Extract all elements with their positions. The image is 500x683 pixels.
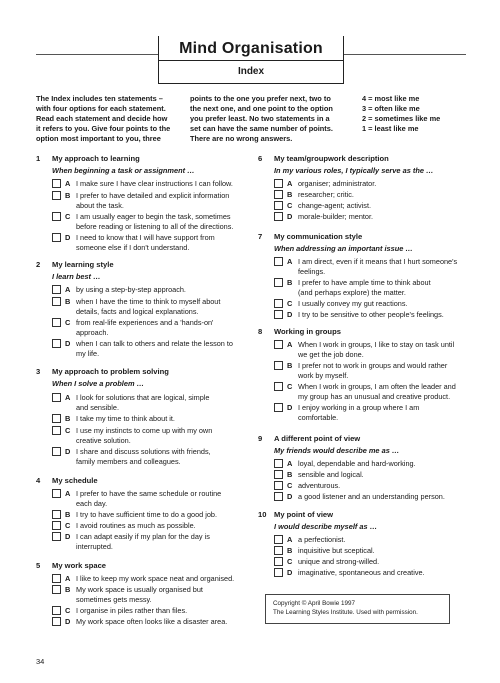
section-prompt: When addressing an important issue … xyxy=(274,244,413,253)
section-title: My schedule xyxy=(52,476,98,485)
option-text xyxy=(298,212,373,222)
option-letter: D xyxy=(65,447,71,456)
intro-line: Read each statement and decide how xyxy=(36,114,168,123)
section-title: My communication style xyxy=(274,232,363,241)
option-line: I prefer to have the same schedule or routine xyxy=(76,489,222,498)
answer-checkbox[interactable] xyxy=(274,568,283,577)
option-letter: C xyxy=(65,318,71,327)
intro-line: you prefer least. No two statements in a xyxy=(190,114,330,123)
option-line: I usually convey my gut reactions. xyxy=(298,299,408,308)
option-line: change-agent; activist. xyxy=(298,201,372,210)
option-letter: C xyxy=(287,557,293,566)
option-line: sensible and logical. xyxy=(298,470,364,479)
option-text xyxy=(76,233,215,253)
section-prompt: In my various roles, I typically serve as the … xyxy=(274,166,434,175)
option-line: morale-builder; mentor. xyxy=(298,212,374,221)
option-line: inquisitive but sceptical. xyxy=(298,546,375,555)
intro-line: set can have the same number of points. xyxy=(190,124,333,133)
option-line: unique and strong-willed. xyxy=(298,557,380,566)
answer-checkbox[interactable] xyxy=(52,510,61,519)
option-letter: B xyxy=(287,546,293,555)
answer-checkbox[interactable] xyxy=(274,310,283,319)
header-rule-left xyxy=(36,54,158,55)
section-title: My approach to problem solving xyxy=(52,367,169,376)
option-line: by using a step-by-step approach. xyxy=(76,285,186,294)
option-line: I share and discuss solutions with friends, xyxy=(76,447,211,456)
option-letter: C xyxy=(65,426,71,435)
answer-checkbox[interactable] xyxy=(52,191,61,200)
option-line: I prefer not to work in groups and would rather xyxy=(298,361,448,370)
option-letter: D xyxy=(65,617,71,626)
option-line: I prefer to have ample time to think about xyxy=(298,278,431,287)
answer-checkbox[interactable] xyxy=(274,212,283,221)
option-line: each day. xyxy=(76,499,108,508)
intro-line: points to the one you prefer next, two to xyxy=(190,94,331,103)
option-text xyxy=(298,403,419,423)
option-text xyxy=(76,426,212,446)
option-letter: B xyxy=(287,278,293,287)
answer-checkbox[interactable] xyxy=(274,546,283,555)
answer-checkbox[interactable] xyxy=(274,535,283,544)
option-text xyxy=(76,179,233,189)
option-letter: A xyxy=(65,489,71,498)
option-line: work by myself. xyxy=(298,371,349,380)
answer-checkbox[interactable] xyxy=(274,361,283,370)
answer-checkbox[interactable] xyxy=(274,557,283,566)
option-text xyxy=(76,532,210,552)
option-line: organiser; administrator. xyxy=(298,179,377,188)
answer-checkbox[interactable] xyxy=(52,574,61,583)
option-text xyxy=(298,568,425,578)
option-letter: B xyxy=(287,361,293,370)
option-line: When I work in groups, I am often the leader and xyxy=(298,382,456,391)
option-text xyxy=(298,278,431,298)
option-line: when I have the time to think to myself about xyxy=(76,297,221,306)
option-text xyxy=(76,393,209,413)
option-letter: B xyxy=(65,191,71,200)
option-letter: A xyxy=(65,285,71,294)
option-letter: D xyxy=(65,233,71,242)
answer-checkbox[interactable] xyxy=(274,382,283,391)
option-text xyxy=(298,179,376,189)
option-line: adventurous. xyxy=(298,481,341,490)
option-text xyxy=(76,318,213,338)
option-letter: C xyxy=(65,606,71,615)
option-text xyxy=(76,191,229,211)
answer-checkbox[interactable] xyxy=(274,459,283,468)
answer-checkbox[interactable] xyxy=(52,606,61,615)
option-text xyxy=(298,459,416,469)
option-line: my group has an unusual and creative product. xyxy=(298,392,451,401)
option-line: My work space is usually organised but xyxy=(76,585,203,594)
answer-checkbox[interactable] xyxy=(52,318,61,327)
option-letter: B xyxy=(65,297,71,306)
option-text xyxy=(76,285,186,295)
option-letter: B xyxy=(287,470,293,479)
option-letter: A xyxy=(287,535,293,544)
option-letter: A xyxy=(287,340,293,349)
option-line: imaginative, spontaneous and creative. xyxy=(298,568,425,577)
option-text xyxy=(298,310,444,320)
option-text xyxy=(298,361,447,381)
option-text xyxy=(76,489,221,509)
scale-line: 1 = least like me xyxy=(362,124,419,133)
option-line: family members and colleagues. xyxy=(76,457,181,466)
section-prompt: My friends would describe me as … xyxy=(274,446,400,455)
section-prompt: When I solve a problem … xyxy=(52,379,144,388)
intro-col-3 xyxy=(362,94,440,134)
section-number: 4 xyxy=(36,476,41,485)
option-text xyxy=(76,617,227,627)
option-line: I can adapt easily if my plan for the day is xyxy=(76,532,210,541)
answer-checkbox[interactable] xyxy=(52,297,61,306)
option-line: I try to be sensitive to other people's feelings. xyxy=(298,310,444,319)
answer-checkbox[interactable] xyxy=(52,393,61,402)
section-number: 9 xyxy=(258,434,263,443)
option-line: My work space often looks like a disaster area. xyxy=(76,617,228,626)
option-letter: D xyxy=(287,310,293,319)
option-line: when I can talk to others and relate the lesson to xyxy=(76,339,233,348)
intro-line: option most important to you, three xyxy=(36,134,161,143)
copyright-line: The Learning Styles Institute. Used with permission. xyxy=(273,609,418,616)
section-title: My point of view xyxy=(274,510,334,519)
intro-col-2 xyxy=(190,94,333,144)
option-line: (and perhaps explore) the matter. xyxy=(298,288,406,297)
option-text xyxy=(298,382,456,402)
option-text xyxy=(298,481,340,491)
answer-checkbox[interactable] xyxy=(52,617,61,626)
option-line: my life. xyxy=(76,349,100,358)
option-text xyxy=(76,510,217,520)
answer-checkbox[interactable] xyxy=(52,532,61,541)
option-text xyxy=(76,585,203,605)
option-line: I look for solutions that are logical, simple xyxy=(76,393,210,402)
option-text xyxy=(298,340,454,360)
option-letter: A xyxy=(65,393,71,402)
option-text xyxy=(76,521,196,531)
section-prompt: I learn best … xyxy=(52,272,101,281)
option-line: loyal, dependable and hard-working. xyxy=(298,459,416,468)
answer-checkbox[interactable] xyxy=(274,299,283,308)
scale-line: 3 = often like me xyxy=(362,104,420,113)
option-line: I am direct, even if it means that I hurt someone's xyxy=(298,257,458,266)
answer-checkbox[interactable] xyxy=(274,403,283,412)
option-text xyxy=(298,557,379,567)
answer-checkbox[interactable] xyxy=(52,414,61,423)
section-number: 8 xyxy=(258,327,263,336)
answer-checkbox[interactable] xyxy=(52,339,61,348)
option-text xyxy=(76,339,233,359)
option-letter: C xyxy=(65,521,71,530)
section-number: 7 xyxy=(258,232,263,241)
section-number: 1 xyxy=(36,154,41,163)
section-title: My approach to learning xyxy=(52,154,140,163)
option-line: I make sure I have clear instructions I can follow. xyxy=(76,179,233,188)
option-line: I prefer to have detailed and explicit information xyxy=(76,191,230,200)
option-letter: A xyxy=(287,257,293,266)
option-line: I take my time to think about it. xyxy=(76,414,175,423)
answer-checkbox[interactable] xyxy=(274,201,283,210)
section-title: A different point of view xyxy=(274,434,361,443)
page-subtitle: Index xyxy=(159,60,343,84)
option-line: I use my instincts to come up with my own xyxy=(76,426,213,435)
option-line: a perfectionist. xyxy=(298,535,346,544)
section-prompt: I would describe myself as … xyxy=(274,522,378,531)
option-line: I am usually eager to begin the task, sometimes xyxy=(76,212,231,221)
option-line: someone else if I don't understand. xyxy=(76,243,190,252)
option-letter: C xyxy=(287,481,293,490)
option-text xyxy=(298,299,408,309)
section-title: My team/groupwork description xyxy=(274,154,389,163)
answer-checkbox[interactable] xyxy=(274,190,283,199)
intro-line: There are no wrong answers. xyxy=(190,134,293,143)
option-line: sometimes gets messy. xyxy=(76,595,152,604)
option-line: interrupted. xyxy=(76,542,113,551)
section-number: 6 xyxy=(258,154,263,163)
option-letter: B xyxy=(65,585,71,594)
option-text xyxy=(298,190,354,200)
option-text xyxy=(76,212,233,232)
option-text xyxy=(298,546,375,556)
option-text xyxy=(298,470,364,480)
option-line: researcher; critic. xyxy=(298,190,354,199)
option-letter: A xyxy=(287,459,293,468)
section-title: Working in groups xyxy=(274,327,341,336)
intro-line: the next one, and one point to the option xyxy=(190,104,333,113)
answer-checkbox[interactable] xyxy=(274,492,283,501)
option-line: details, facts and logical explanations. xyxy=(76,307,199,316)
answer-checkbox[interactable] xyxy=(52,585,61,594)
section-prompt: When beginning a task or assignment … xyxy=(52,166,195,175)
option-line: a good listener and an understanding person. xyxy=(298,492,445,501)
section-number: 3 xyxy=(36,367,41,376)
intro-line: it refers to you. Give four points to the xyxy=(36,124,171,133)
header-rule-right xyxy=(344,54,466,55)
answer-checkbox[interactable] xyxy=(274,278,283,287)
option-text xyxy=(76,447,211,467)
option-line: approach. xyxy=(76,328,109,337)
option-line: I try to have sufficient time to do a good job. xyxy=(76,510,218,519)
option-letter: A xyxy=(65,179,71,188)
answer-checkbox[interactable] xyxy=(274,340,283,349)
option-text xyxy=(298,492,445,502)
answer-checkbox[interactable] xyxy=(274,481,283,490)
copyright-box xyxy=(265,594,450,624)
option-text xyxy=(76,414,175,424)
answer-checkbox[interactable] xyxy=(52,426,61,435)
section-number: 5 xyxy=(36,561,41,570)
scale-line: 2 = sometimes like me xyxy=(362,114,441,123)
option-line: I organise in piles rather than files. xyxy=(76,606,188,615)
option-line: we get the job done. xyxy=(298,350,364,359)
option-letter: D xyxy=(65,532,71,541)
option-line: I avoid routines as much as possible. xyxy=(76,521,196,530)
option-text xyxy=(298,535,345,545)
option-text xyxy=(298,201,371,211)
copyright-line: Copyright © April Bowie 1997 xyxy=(273,600,355,607)
option-letter: C xyxy=(65,212,71,221)
option-line: I like to keep my work space neat and organised. xyxy=(76,574,235,583)
option-letter: B xyxy=(65,510,71,519)
option-line: feelings. xyxy=(298,267,326,276)
option-letter: C xyxy=(287,299,293,308)
option-letter: C xyxy=(287,382,293,391)
option-line: comfortable. xyxy=(298,413,339,422)
option-line: and sensible. xyxy=(76,403,120,412)
option-letter: C xyxy=(287,201,293,210)
section-number: 10 xyxy=(258,510,267,519)
section-title: My learning style xyxy=(52,260,114,269)
option-line: creative solution. xyxy=(76,436,131,445)
option-line: I enjoy working in a group where I am xyxy=(298,403,420,412)
intro-line: The Index includes ten statements – xyxy=(36,94,163,103)
page-number: 34 xyxy=(36,657,45,666)
intro-line: with four options for each statement. xyxy=(36,104,166,113)
option-line: When I work in groups, I like to stay on task until xyxy=(298,340,455,349)
option-line: from real-life experiences and a 'hands-on' xyxy=(76,318,214,327)
option-line: I need to know that I will have support from xyxy=(76,233,215,242)
title-box xyxy=(158,36,344,84)
scale-line: 4 = most like me xyxy=(362,94,420,103)
answer-checkbox[interactable] xyxy=(52,521,61,530)
section-title: My work space xyxy=(52,561,107,570)
answer-checkbox[interactable] xyxy=(274,179,283,188)
option-letter: D xyxy=(287,212,293,221)
option-letter: B xyxy=(65,414,71,423)
answer-checkbox[interactable] xyxy=(52,179,61,188)
option-line: about the task. xyxy=(76,201,124,210)
answer-checkbox[interactable] xyxy=(274,470,283,479)
option-text xyxy=(298,257,457,277)
option-letter: D xyxy=(287,568,293,577)
intro-col-1 xyxy=(36,94,170,144)
option-letter: D xyxy=(287,403,293,412)
answer-checkbox[interactable] xyxy=(52,489,61,498)
section-number: 2 xyxy=(36,260,41,269)
option-letter: A xyxy=(65,574,71,583)
answer-checkbox[interactable] xyxy=(52,285,61,294)
option-text xyxy=(76,606,187,616)
option-letter: B xyxy=(287,190,293,199)
answer-checkbox[interactable] xyxy=(52,233,61,242)
option-text xyxy=(76,297,220,317)
option-letter: A xyxy=(287,179,293,188)
option-text xyxy=(76,574,234,584)
page-title: Mind Organisation xyxy=(179,40,323,57)
answer-checkbox[interactable] xyxy=(274,257,283,266)
option-line: before reading or listening to all of the directions. xyxy=(76,222,234,231)
option-letter: D xyxy=(287,492,293,501)
answer-checkbox[interactable] xyxy=(52,447,61,456)
option-letter: D xyxy=(65,339,71,348)
answer-checkbox[interactable] xyxy=(52,212,61,221)
